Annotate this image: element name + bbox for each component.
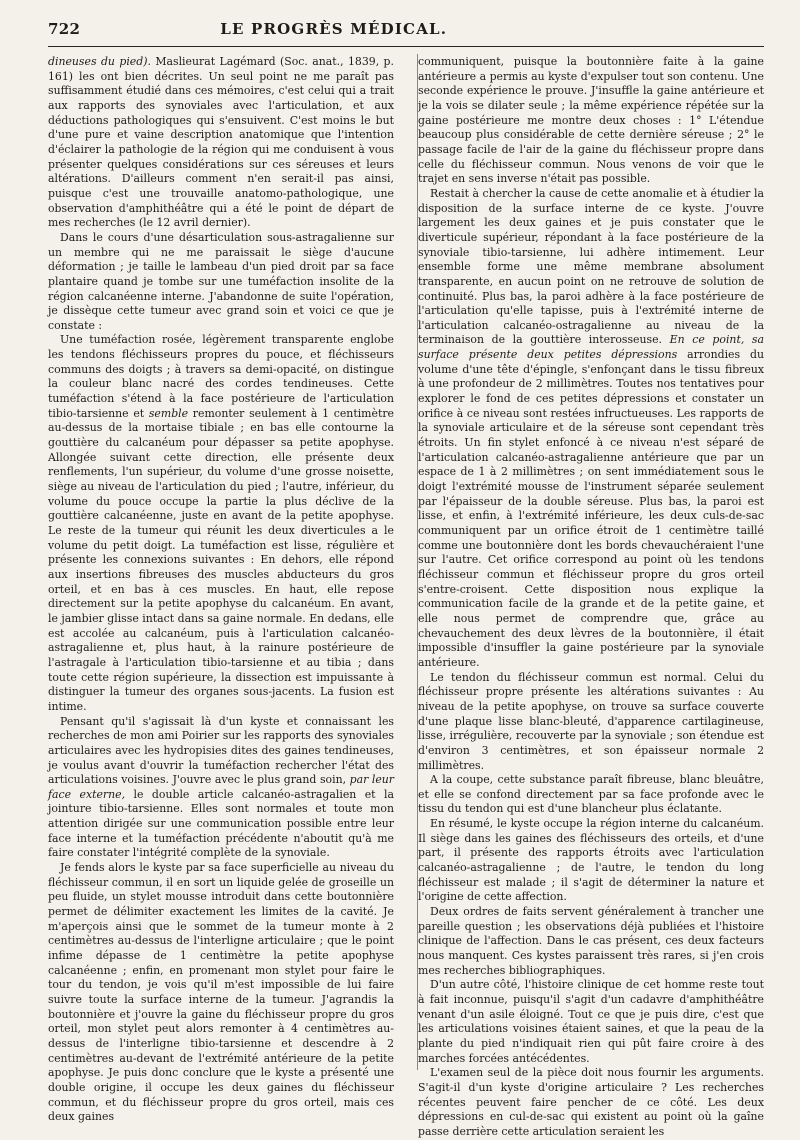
paragraph: communiquent, puisque la boutonnière faite à la gaine antérieure a permis au kyste d'expulser tout son contenu. Une seconde expérience le prouve. J'insuffle la gaine antérieure et je la vois se dilater seule ; la même expérience répétée sur la gaine postérieure me montre deux choses : 1° L'étendue beaucoup plus considérable de cette dernière séreuse ; 2° le passage facile de l'air de la gaine du fléchisseur propre dans celle du fléchisseur commun. Nous venons de voir que le trajet en sens inverse n'était pas possible. xyxy=(418,55,764,186)
paragraph: En résumé, le kyste occupe la région interne du calcanéum. Il siège dans les gaines des fléchisseurs des orteils, et d'une part, il présente des rapports étroits avec l'articulation calcanéo-astragalienne ; de l'autre, le tendon du long fléchisseur est malade ; il s'agit de déterminer la nature et l'origine de cette affection. xyxy=(418,817,764,904)
paragraph: Le tendon du fléchisseur commun est normal. Celui du fléchisseur propre présente les altérations suivantes : Au niveau de la petite apophyse, on trouve sa surface couverte d'une plaque lisse blanc-bleuté, d'apparence cartilagineuse, lisse, irrégulière, recouverte par la synoviale ; son étendue est d'environ 3 centimètres, et son épaisseur normale 2 millimètres. xyxy=(418,670,764,772)
text-run: Une tuméfaction rosée, légèrement transparente englobe les tendons fléchisseurs propres du pouce, et fléchisseurs communs des doigts ; à travers sa demi-opacité, on distingue la couleur blanc nacré des cordes tendineuses. Cette tuméfaction s'étend à la face postérieure de l'articulation tibio-tarsienne et xyxy=(48,333,394,420)
paragraph xyxy=(418,187,764,671)
paragraph: Deux ordres de faits servent généralement à trancher une pareille question ; les observations déjà publiées et l'histoire clinique de l'affection. Dans le cas présent, ces deux facteurs nous manquent. Ces kystes paraissent très rares, si j'en crois mes recherches bibliographiques. xyxy=(418,905,764,977)
text-run: remonter seulement à 1 centimètre au-dessus de la mortaise tibiale ; en bas elle contourne la gouttière du calcanéum pour dépasser sa petite apophyse. Allongée suivant cette direction, elle présente deux renflements, l'un supérieur, du volume d'une grosse noisette, siège au niveau de l'articulation du pied ; l'autre, inférieur, du volume du pouce occupe la partie la plus déclive de la gouttière calcanéenne, juste en avant de la petite apophyse. Le reste de la tumeur qui réunit les deux diverticules a le volume du petit doigt. La tuméfaction est lisse, régulière et présente les connexions suivantes : En dehors, elle répond aux insertions fibreuses des muscles abducteurs du gros orteil, et en bas à ces muscles. En haut, elle repose directement sur la petite apophyse du calcanéum. En avant, le jambier glisse intact dans sa gaine normale. En dedans, elle est accolée au calcanéum, puis à l'articulation calcanéo-astragalienne et, plus haut, à la rainure postérieure de l'astragale à l'articulation tibio-tarsienne et au tibia ; dans toute cette région supérieure, la dissection est impuissante à distinguer la tumeur des organes sous-jacents. La fusion est intime. xyxy=(48,406,394,713)
text-columns xyxy=(48,55,765,1138)
paragraph: Dans le cours d'une désarticulation sous-astragalienne sur un membre qui ne me paraissait le siège d'aucune déformation ; je taille le lambeau d'un pied droit par sa face plantaire quand je tombe sur une tuméfaction insolite de la région calcanéenne interne. J'abandonne de suite l'opération, je dissèque cette tumeur avec grand soin et voici ce que je constate : xyxy=(48,230,394,332)
journal-title: LE PROGRÈS MÉDICAL. xyxy=(220,20,448,38)
paragraph: Je fends alors le kyste par sa face superficielle au niveau du fléchisseur commun, il en sort un liquide gelée de groseille un peu fluide, un stylet mousse introduit dans cette boutonnière permet de délimiter exactement les limites de la cavité. Je m'aperçois ainsi que le sommet de la tumeur monte à 2 centimètres au-dessus de l'interligne articulaire ; que le point infime dépasse de 1 centimètre la petite apophyse calcanéenne ; enfin, en promenant mon stylet pour faire le tour du tendon, je vois qu'il m'est impossible de lui faire suivre toute la surface interne de la tumeur. J'agrandis la boutonnière et j'ouvre la gaine du fléchisseur propre du gros orteil, mon stylet peut alors remonter à 4 centimètres au-dessus de l'interligne tibio-tarsienne et descendre à 2 centimètres au-devant de l'extrémité antérieure de la petite apophyse. Je puis donc conclure que le kyste a présenté une double origine, il occupe les deux gaines du fléchisseur commun, et du fléchisseur propre du gros orteil, mais ces deux gaines xyxy=(48,861,394,1124)
paragraph: A la coupe, cette substance paraît fibreuse, blanc bleuâtre, et elle se confond directement par sa face profonde avec le tissu du tendon qui est d'une blancheur plus éclatante. xyxy=(418,773,764,816)
text-run: le double article calcanéo-astragalien et la jointure tibio-tarsienne. Elles sont normales et toute mon attention dirigée sur une communication possible entre leur face interne et la tuméfaction précédente n'aboutit qu'à me faire constater l'intégrité complète de la synoviale. xyxy=(48,787,394,860)
text-run: Maslieurat Lagémard (Soc. anat., 1839, p. 161) les ont bien décrites. Un seul point ne me paraît pas suffisamment étudié dans ces mémoires, c'est celui qui a trait aux rapports des synoviales avec l'articulation, et aux déductions pathologiques qui s'ensuivent. C'est moins le but d'une pure et vaine description anatomique que l'intention d'éclairer la pathologie de la région qui me conduisent à vous présenter quelques considérations sur ces séreuses et leurs altérations. D'ailleurs comment n'en serait-il pas ainsi, puisque c'est une trouvaille anatomo-pathologique, une observation d'amphithéâtre qui a été le point de départ de mes recherches (le 12 avril dernier). xyxy=(48,55,394,230)
paragraph: L'examen seul de la pièce doit nous fournir les arguments. S'agit-il d'un kyste d'origine articulaire ? Les recherches récentes peuvent faire pencher de ce côté. Les deux dépressions en cul-de-sac qui existent au point où la gaîne passe derrière cette articulation seraient les xyxy=(418,1066,764,1138)
paragraph xyxy=(48,55,394,231)
italic-run: semble xyxy=(148,406,189,420)
italic-run: dineuses du pied). xyxy=(48,55,151,68)
right-column xyxy=(418,55,765,1138)
paragraph xyxy=(48,715,394,862)
page-number: 722 xyxy=(48,20,81,38)
left-column xyxy=(48,55,395,1124)
text-run: arrondies du volume d'une tête d'épingle, s'enfonçant dans le tissu fibreux à une profondeur de 2 millimètres. Toutes nos tentatives pour explorer le fond de ces petites dépressions et constater un orifice à ce niveau sont restées infructueuses. Les rapports de la synoviale articulaire et de la séreuse sont cependant très étroits. Un fin stylet enfoncé à ce niveau n'est séparé de l'articulation calcanéo-astragalienne antérieure que par un espace de 1 à 2 millimètres ; on sent immédiatement sous le doigt l'extrémité mousse de l'instrument séparée seulement par l'épaisseur de la double séreuse. Plus bas, la paroi est lisse, et enfin, à l'extrémité inférieure, les deux culs-de-sac communiquent par un orifice étroit de 1 centimètre taillé comme une boutonnière dont les bords chevauchéraient l'une sur l'autre. Cet orifice correspond au point où les tendons fléchisseur commun et fléchisseur propre du gros orteil s'entre-croisent. Cette disposition nous explique la communication facile de la grande et de la petite gaine, et elle nous permet de comprendre que, grâce au chevauchement des deux lèvres de la boutonnière, il était impossible d'insuffler la gaine postérieure par la synoviale antérieure. xyxy=(418,348,765,669)
paragraph xyxy=(48,333,394,714)
text-run: Pensant qu'il s'agissait là d'un kyste et connaissant les recherches de mon ami Poirier sur les rapports des synoviales articulaires avec les hydropisies dites des gaines tendineuses, je voulus avant d'ouvrir la tuméfaction rechercher l'état des articulations voisines. J'ouvre avec le plus grand soin, xyxy=(48,714,394,787)
paragraph: D'un autre côté, l'histoire clinique de cet homme reste tout à fait inconnue, puisqu'il s'agit d'un cadavre d'amphithéâtre venant d'un asile éloigné. Tout ce que je puis dire, c'est que les articulations voisines étaient saines, et que la peau de la plante du pied n'indiquait rien qui pût faire croire à des marches forcées antécédentes. xyxy=(418,978,764,1065)
column-divider xyxy=(417,54,418,1070)
text-run: Restait à chercher la cause de cette anomalie et à étudier la disposition de la surface interne de ce kyste. J'ouvre largement les deux gaines et je puis constater que le diverticule supérieur, répondant à la face postérieure de la synoviale tibio-tarsienne, lui adhère intimement. Leur ensemble forme une même membrane absolument transparente, en aucun point on ne retrouve de solution de continuité. Plus bas, la paroi adhère à la face postérieure de l'articulation qu'elle tapisse, puis à l'extrémité interne de l'articulation calcanéo-ostragalienne au niveau de la terminaison de la gouttière interosseuse. xyxy=(418,186,764,347)
italic-run: par leur face externe, xyxy=(48,773,395,801)
running-head xyxy=(48,20,764,47)
italic-run: En ce point, sa surface présente deux petites dépressions xyxy=(418,333,764,362)
